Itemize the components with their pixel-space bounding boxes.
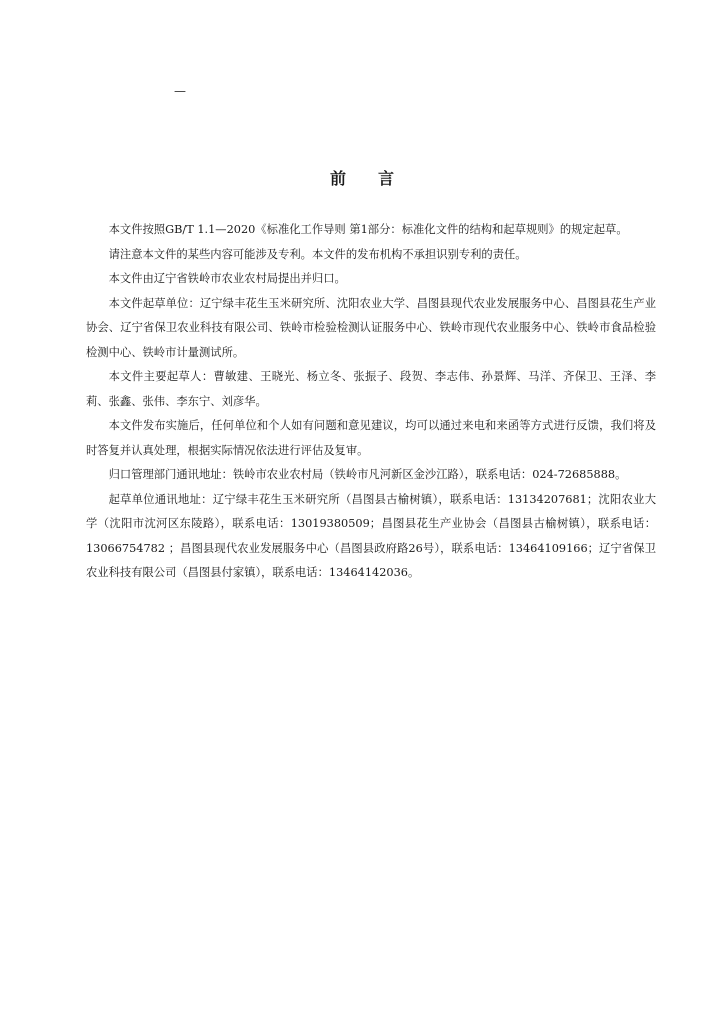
paragraph-drafting-addresses: 起草单位通讯地址：辽宁绿丰花生玉米研究所（昌图县古榆树镇），联系电话：13134207681；沈阳农业大学（沈阳市沈河区东陵路），联系电话：13019380509；昌图县花生产业协会（昌图县古榆树镇），联系电话：13066754782 ；昌图县现代农业发展服务中心（昌图县政府路26号），联系电话：13464109166；辽宁省保卫农业科技有限公司（昌图县付家镇），联系电话：13464142036。 — [86, 492, 656, 579]
paragraph-feedback: 本文件发布实施后，任何单位和个人如有问题和意见建议，均可以通过来电和来函等方式进行反馈，我们将及时答复并认真处理，根据实际情况依法进行评估及复审。 — [86, 419, 656, 457]
paragraph-drafters: 本文件主要起草人：曹敏建、王晓光、杨立冬、张振子、段贺、李志伟、孙景辉、马洋、齐保卫、王泽、李莉、张鑫、张伟、李东宁、刘彦华。 — [86, 370, 656, 408]
title-char-2: 言 — [378, 169, 395, 188]
paragraph-patent-notice: 请注意本文件的某些内容可能涉及专利。本文件的发布机构不承担识别专利的责任。 — [108, 247, 527, 261]
paragraph-drafting-units: 本文件起草单位：辽宁绿丰花生玉米研究所、沈阳农业大学、昌图县现代农业发展服务中心、昌图县花生产业协会、辽宁省保卫农业科技有限公司、铁岭市检验检测认证服务中心、铁岭市现代农业服务中心、铁岭市食品检验检测中心、铁岭市计量测试所。 — [86, 296, 656, 359]
header-mark: — — [174, 84, 186, 98]
paragraph-admin-address: 归口管理部门通讯地址：铁岭市农业农村局（铁岭市凡河新区金沙江路），联系电话：024-72685888。 — [108, 468, 627, 481]
foreword-body — [86, 218, 656, 586]
paragraph-proposer: 本文件由辽宁省铁岭市农业农村局提出并归口。 — [108, 272, 346, 285]
page-title — [0, 166, 724, 189]
title-char-1: 前 — [329, 169, 346, 188]
paragraph-standard-basis: 本文件按照GB/T 1.1—2020《标准化工作导则 第1部分：标准化文件的结构和起草规则》的规定起草。 — [108, 223, 628, 236]
